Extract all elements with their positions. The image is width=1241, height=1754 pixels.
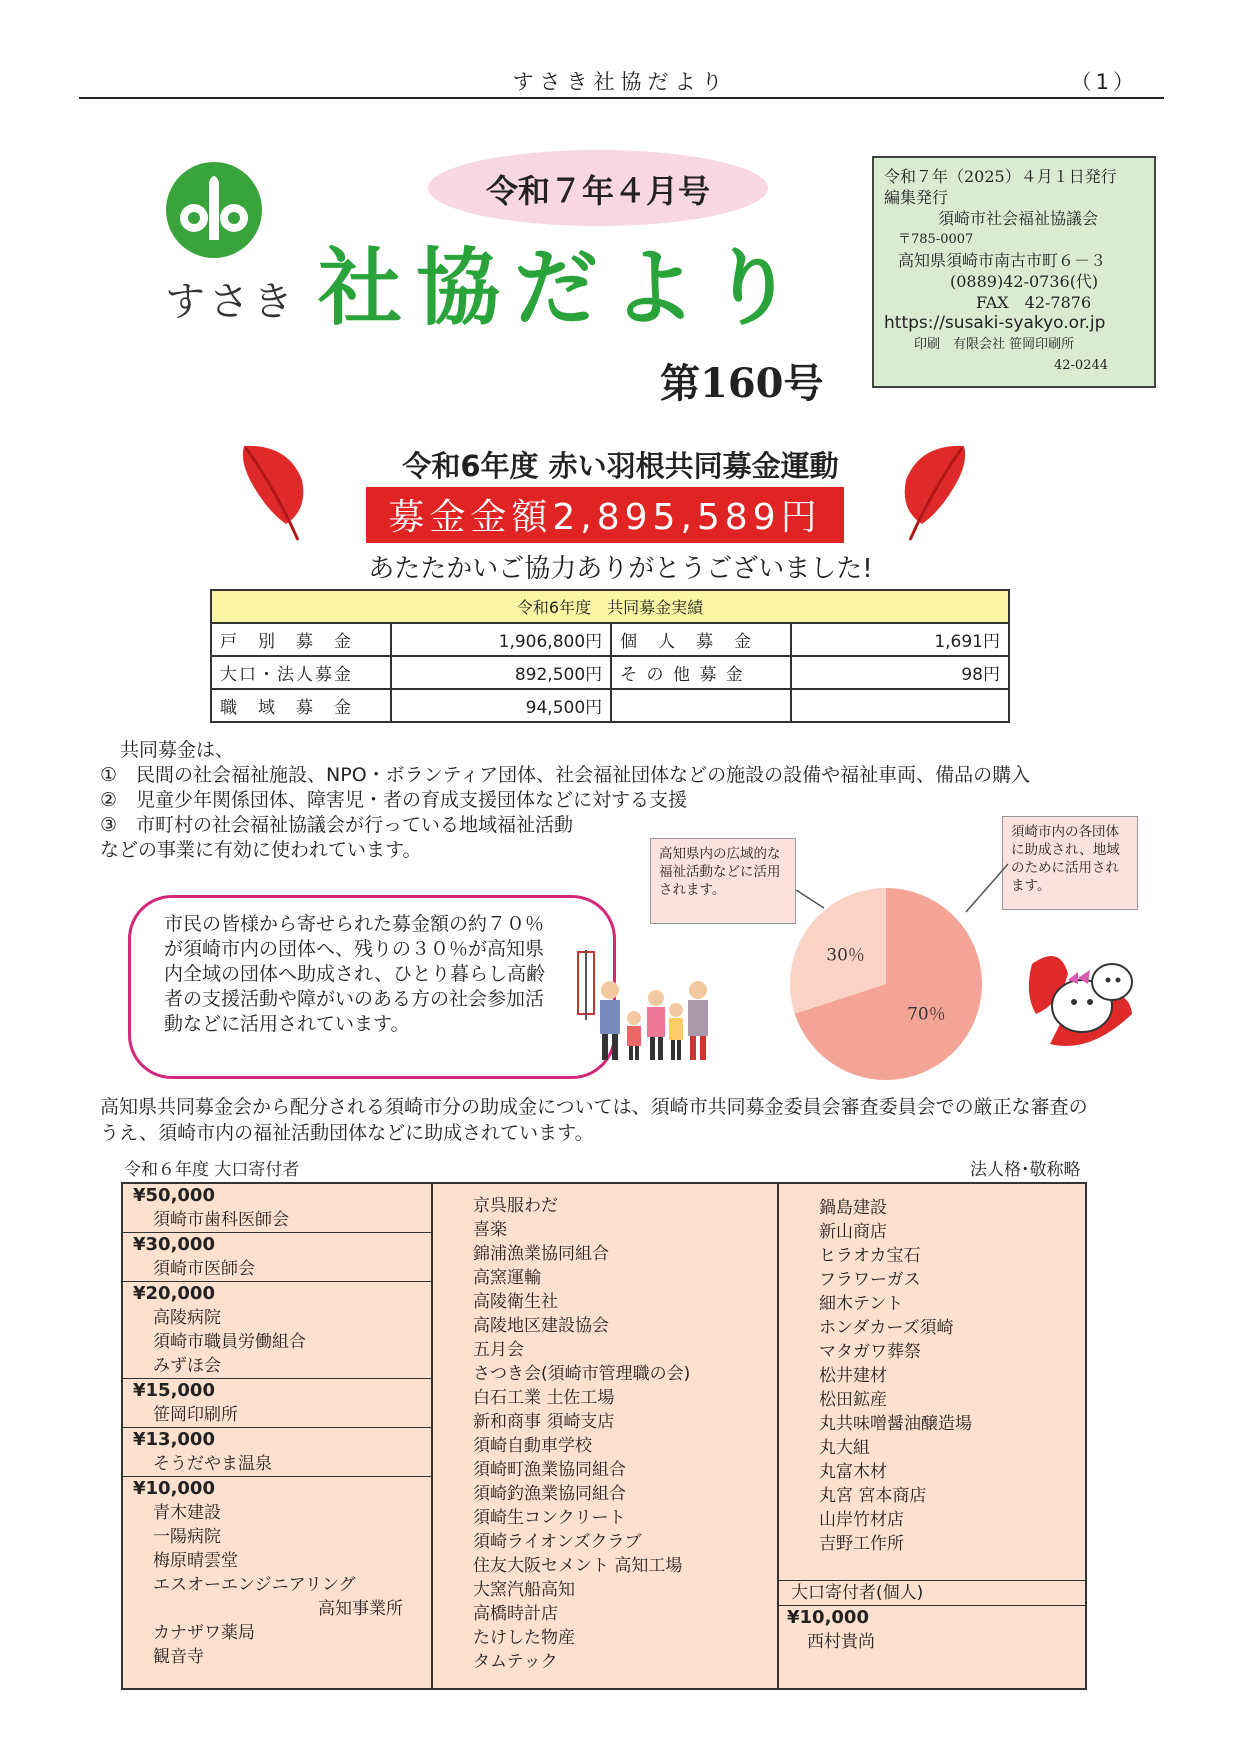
individual-donors	[777, 1580, 1085, 1654]
donor-group	[123, 1184, 431, 1233]
donor-group	[123, 1428, 431, 1477]
donor-name: 京呉服わだ	[473, 1196, 558, 1216]
donor-name: 須崎釣漁業協同組合	[473, 1484, 626, 1504]
issue-number: 第160号	[660, 360, 824, 407]
results-label: 職 域 募 金	[211, 689, 391, 722]
publisher-org: 須崎市社会福祉協議会	[938, 209, 1099, 228]
donor-name: 丸共味噌醤油醸造場	[819, 1414, 972, 1434]
publisher-info-box	[872, 156, 1156, 388]
donor-name: 錦浦漁業協同組合	[473, 1244, 609, 1264]
donors-note: 法人格･敬称略	[970, 1160, 1081, 1180]
donor-name: カナザワ薬局	[153, 1623, 255, 1643]
donor-name: 吉野工作所	[819, 1534, 904, 1554]
donor-name: 新山商店	[819, 1222, 887, 1242]
donor-name: 高陵衛生社	[473, 1292, 558, 1312]
issue-date: 令和７年４月号	[485, 172, 710, 210]
donor-name: 西村貴尚	[807, 1632, 875, 1652]
publisher-fax: FAX 42-7876	[976, 293, 1092, 312]
donors-title: 令和６年度 大口寄付者	[124, 1160, 300, 1180]
donation-amount: ¥30,000	[133, 1234, 215, 1255]
pie-callout-left: 高知県内の広域的な福祉活動などに活用されます。	[650, 838, 796, 924]
donor-name: 喜楽	[473, 1220, 507, 1240]
donor-column-2	[431, 1184, 779, 1688]
donor-name: 白石工業 土佐工場	[473, 1388, 615, 1408]
donor-name: 五月会	[473, 1340, 524, 1360]
campaign-thanks: あたたかいご協力ありがとうございました!	[368, 554, 873, 584]
results-label: 戸 別 募 金	[211, 623, 391, 656]
donor-name: 須崎市職員労働組合	[153, 1332, 306, 1352]
donor-column-3	[777, 1184, 1085, 1688]
newsletter-title: 社協だより	[318, 239, 809, 337]
donor-name: みずほ会	[153, 1356, 221, 1376]
donor-name: たけした物産	[473, 1628, 575, 1648]
shakyo-logo-icon	[164, 160, 264, 264]
donor-name: エスオーエンジニアリング	[153, 1575, 356, 1595]
results-value: 892,500円	[391, 656, 611, 689]
results-value: 94,500円	[391, 689, 611, 722]
table-row	[211, 689, 1009, 722]
donor-name: 高陵病院	[153, 1308, 221, 1328]
pie-chart	[788, 886, 984, 1082]
donor-name: 高窯運輸	[473, 1268, 541, 1288]
donor-name: タムテック	[473, 1652, 558, 1672]
uses-intro: 共同募金は、	[120, 739, 235, 761]
donation-amount: ¥10,000	[133, 1478, 215, 1499]
donor-name: 須崎自動車学校	[473, 1436, 592, 1456]
donor-name: ホンダカーズ須崎	[819, 1318, 954, 1338]
donor-name: 須崎市歯科医師会	[153, 1210, 289, 1230]
donor-name: 梅原晴雲堂	[153, 1551, 238, 1571]
donor-name: 松井建材	[819, 1366, 887, 1386]
table-row	[211, 656, 1009, 689]
donor-name: さつき会(須崎市管理職の会)	[473, 1364, 691, 1384]
donation-amount: ¥10,000	[787, 1607, 869, 1628]
donor-group	[123, 1282, 431, 1379]
donation-amount: ¥50,000	[133, 1185, 215, 1206]
allocation-note: 高知県共同募金会から配分される須崎市分の助成金については、須崎市共同募金委員会審査委員会での厳正な審査のうえ、須崎市内の福祉活動団体などに助成されています。	[100, 1096, 1088, 1144]
pie-slice-label: 30％	[826, 945, 865, 966]
donation-amount: ¥15,000	[133, 1380, 215, 1401]
donor-name: 観音寺	[153, 1647, 204, 1667]
donor-name: 須崎生コンクリート	[473, 1508, 626, 1528]
publisher-tel: (0889)42-0736(代)	[950, 272, 1099, 291]
publisher-url[interactable]: https://susaki-syakyo.or.jp	[884, 313, 1106, 333]
donor-name: フラワーガス	[819, 1270, 921, 1290]
results-heading: 令和6年度 共同募金実績	[211, 590, 1009, 623]
donor-name: 高知事業所	[318, 1599, 403, 1619]
results-value: 1,691円	[791, 623, 1009, 656]
publisher-address: 高知県須崎市南古市町６－３	[898, 251, 1107, 270]
uses-end: などの事業に有効に使われています。	[100, 839, 422, 861]
donor-name: 新和商事 須崎支店	[473, 1412, 615, 1432]
donor-name: 須崎市医師会	[153, 1259, 255, 1279]
publisher-zip: 〒785-0007	[898, 232, 974, 247]
printer-tel: 42-0244	[1054, 358, 1109, 373]
donor-column-1	[123, 1184, 433, 1688]
results-value	[791, 689, 1009, 722]
donor-name: 須崎ライオンズクラブ	[473, 1532, 642, 1552]
mascot-illustration-icon	[1020, 944, 1140, 1058]
donor-group	[123, 1477, 431, 1669]
family-illustration-icon	[572, 940, 722, 1074]
donor-name: そうだやま温泉	[153, 1454, 272, 1474]
results-label: そ の 他 募 金	[611, 656, 791, 689]
results-label: 個 人 募 金	[611, 623, 791, 656]
donor-name: 丸大組	[819, 1438, 870, 1458]
results-table	[210, 589, 1010, 723]
campaign-title: 令和6年度 赤い羽根共同募金運動	[402, 449, 839, 483]
donor-name: 高陵地区建設協会	[473, 1316, 609, 1336]
donor-table	[121, 1182, 1087, 1690]
donor-name: 高橋時計店	[473, 1604, 558, 1624]
pie-slice-label: 70％	[907, 1004, 946, 1025]
printer-info: 印刷 有限会社 笹岡印刷所	[914, 337, 1075, 352]
donor-name: 丸宮 宮本商店	[819, 1486, 927, 1506]
donor-group	[123, 1379, 431, 1428]
donor-name: 山岸竹材店	[819, 1510, 904, 1530]
results-label	[611, 689, 791, 722]
table-row	[211, 623, 1009, 656]
donor-name: 丸富木材	[819, 1462, 887, 1482]
donor-name: 住友大阪セメント 高知工場	[473, 1556, 683, 1576]
pie-callout-right: 須崎市内の各団体に助成され、地域のために活用されます。	[1002, 816, 1138, 910]
results-label: 大口・法人募金	[211, 656, 391, 689]
donor-name: 鍋島建設	[819, 1198, 887, 1218]
header-divider	[79, 97, 1164, 99]
donor-group	[123, 1233, 431, 1282]
campaign-amount: 募金金額2,895,589円	[388, 497, 822, 538]
donor-name: 大窯汽船高知	[473, 1580, 575, 1600]
results-value: 1,906,800円	[391, 623, 611, 656]
donor-name: マタガワ葬祭	[819, 1342, 921, 1362]
uses-item-1: ① 民間の社会福祉施設、NPO・ボランティア団体、社会福祉団体などの施設の設備や福祉車両、備品の購入	[100, 764, 1031, 786]
susaki-label: すさき	[165, 279, 297, 325]
donor-name: 松田鉱産	[819, 1390, 887, 1410]
bubble-text: 市民の皆様から寄せられた募金額の約７０％が須崎市内の団体へ、残りの３０％が高知県内全域の団体へ助成され、ひとり暮らし高齢者の支援活動や障がいのある方の社会参加活動などに活用されています。	[164, 913, 546, 1035]
publisher-label: 編集発行	[884, 188, 949, 207]
donor-name: 須崎町漁業協同組合	[473, 1460, 626, 1480]
uses-item-3: ③ 市町村の社会福祉協議会が行っている地域福祉活動	[100, 814, 574, 836]
donor-name: 青木建設	[153, 1503, 221, 1523]
donor-name: 笹岡印刷所	[153, 1405, 238, 1425]
donor-name: 一陽病院	[153, 1527, 221, 1547]
results-value: 98円	[791, 656, 1009, 689]
donor-name: ヒラオカ宝石	[819, 1246, 921, 1266]
publish-date: 令和７年（2025）４月１日発行	[884, 167, 1117, 186]
running-header-title: すさき社協だより	[512, 70, 729, 94]
donor-name: 細木テント	[819, 1294, 904, 1314]
uses-item-2: ② 児童少年関係団体、障害児・者の育成支援団体などに対する支援	[100, 789, 688, 811]
page-number: （1）	[1070, 70, 1138, 94]
donation-amount: ¥13,000	[133, 1429, 215, 1450]
donation-amount: ¥20,000	[133, 1283, 215, 1304]
individual-donors-heading: 大口寄付者(個人)	[777, 1581, 1085, 1606]
